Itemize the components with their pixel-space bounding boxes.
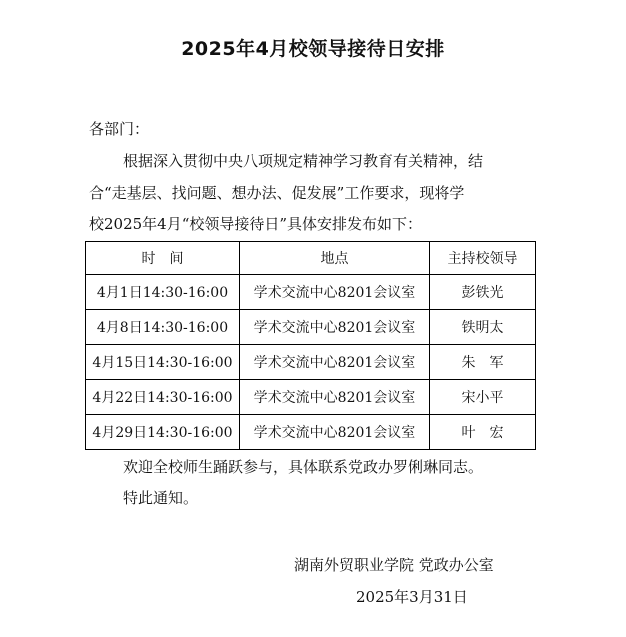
cell-host-leader: 宋小平 [430, 380, 536, 415]
table-row [86, 380, 536, 415]
table-row [86, 275, 536, 310]
page-title: 2025年4月校领导接待日安排 [181, 38, 445, 60]
cell-time: 4月8日14:30-16:00 [86, 310, 240, 345]
closing-line: 欢迎全校师生踊跃参与，具体联系党政办罗俐琳同志。 [123, 458, 484, 476]
schedule-table [85, 241, 536, 450]
cell-time: 4月22日14:30-16:00 [86, 380, 240, 415]
table-row [86, 415, 536, 450]
header-host-leader: 主持校领导 [430, 242, 536, 275]
body-paragraph-line: 合“走基层、找问题、想办法、促发展”工作要求，现将学 [89, 184, 465, 202]
salutation: 各部门： [89, 120, 150, 138]
table-row [86, 310, 536, 345]
cell-host-leader: 铁明太 [430, 310, 536, 345]
cell-host-leader: 叶 宏 [430, 415, 536, 450]
header-location: 地点 [240, 242, 430, 275]
cell-time: 4月1日14:30-16:00 [86, 275, 240, 310]
cell-location: 学术交流中心8201会议室 [240, 415, 430, 450]
closing-line: 特此通知。 [123, 489, 199, 507]
cell-time: 4月15日14:30-16:00 [86, 345, 240, 380]
cell-location: 学术交流中心8201会议室 [240, 310, 430, 345]
signature-date: 2025年3月31日 [356, 588, 468, 606]
table-header-row [86, 242, 536, 275]
signature-org: 湖南外贸职业学院 党政办公室 [294, 556, 494, 574]
cell-host-leader: 朱 军 [430, 345, 536, 380]
body-paragraph-line: 校2025年4月“校领导接待日”具体安排发布如下： [89, 215, 423, 233]
cell-time: 4月29日14:30-16:00 [86, 415, 240, 450]
table-row [86, 345, 536, 380]
cell-location: 学术交流中心8201会议室 [240, 380, 430, 415]
cell-location: 学术交流中心8201会议室 [240, 345, 430, 380]
cell-location: 学术交流中心8201会议室 [240, 275, 430, 310]
cell-host-leader: 彭铁光 [430, 275, 536, 310]
body-paragraph-line: 根据深入贯彻中央八项规定精神学习教育有关精神，结 [123, 152, 484, 170]
header-time: 时 间 [86, 242, 240, 275]
